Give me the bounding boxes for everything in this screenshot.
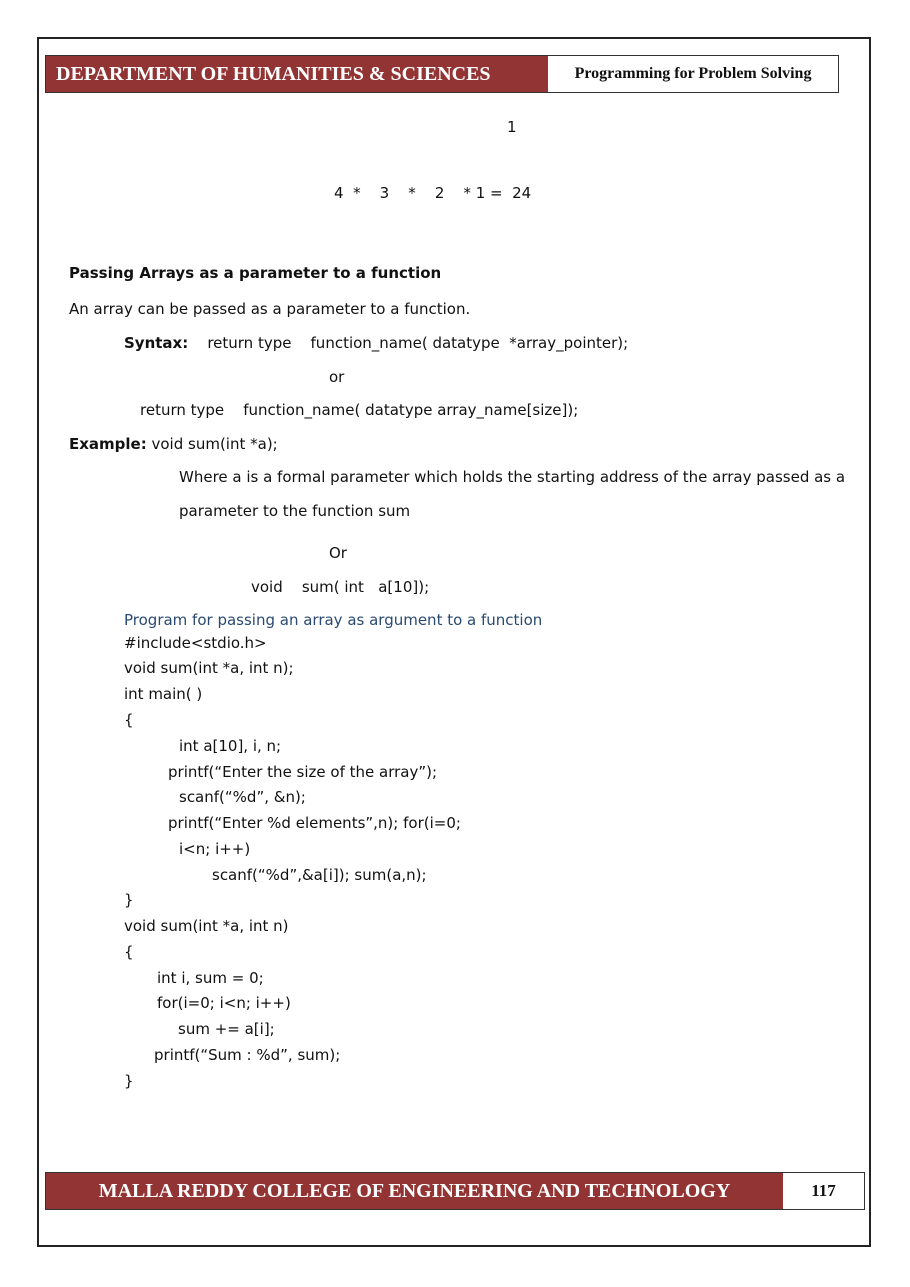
code-line: for(i=0; i<n; i++) (157, 994, 291, 1012)
code-line: scanf(“%d”, &n); (179, 788, 306, 806)
result-line: 1 (507, 118, 517, 136)
where-text-2: parameter to the function sum (179, 502, 411, 520)
code-line: } (124, 891, 134, 909)
code-line: sum += a[i]; (178, 1020, 275, 1038)
or-text-1: or (329, 368, 345, 386)
code-line: printf(“Enter the size of the array”); (168, 763, 438, 781)
code-line: #include<stdio.h> (124, 634, 267, 652)
page-number: 117 (811, 1181, 836, 1200)
college-name: MALLA REDDY COLLEGE OF ENGINEERING AND TECHNOLOGY (46, 1173, 783, 1209)
department-title: DEPARTMENT OF HUMANITIES & SCIENCES (46, 56, 548, 92)
code-line: i<n; i++) (179, 840, 251, 858)
code-line: { (124, 943, 134, 961)
intro-text: An array can be passed as a parameter to a function. (69, 300, 471, 318)
page-header (45, 55, 839, 93)
alt-declaration: void sum( int a[10]); (251, 578, 430, 596)
code-line: } (124, 1072, 134, 1090)
where-text-1: Where a is a formal parameter which holds the starting address of the array passed as a (179, 468, 846, 486)
code-line: printf(“Sum : %d”, sum); (154, 1046, 341, 1064)
syntax-line (124, 336, 628, 351)
code-line: int a[10], i, n; (179, 737, 282, 755)
example-label: Example: (69, 435, 147, 453)
code-line: int main( ) (124, 685, 203, 703)
code-line: void sum(int *a, int n) (124, 917, 289, 935)
code-line: printf(“Enter %d elements”,n); for(i=0; (168, 814, 461, 832)
code-line: void sum(int *a, int n); (124, 659, 294, 677)
factorial-line: 4 * 3 * 2 * 1 = 24 (334, 184, 532, 202)
code-line: scanf(“%d”,&a[i]); sum(a,n); (212, 866, 427, 884)
code-line: int i, sum = 0; (157, 969, 264, 987)
syntax-text-2: return type function_name( datatype array_name[size]); (140, 401, 579, 419)
page-footer (45, 1172, 865, 1210)
subject-title: Programming for Problem Solving (574, 65, 812, 82)
example-line (69, 437, 278, 452)
code-line: { (124, 711, 134, 729)
syntax-label: Syntax: (124, 334, 189, 352)
program-title: Program for passing an array as argument to a function (124, 611, 543, 629)
example-code: void sum(int *a); (146, 435, 278, 453)
syntax-text-1: return type function_name( datatype *array_pointer); (207, 334, 629, 352)
or-text-2: Or (329, 544, 347, 562)
section-title: Passing Arrays as a parameter to a function (69, 264, 442, 282)
